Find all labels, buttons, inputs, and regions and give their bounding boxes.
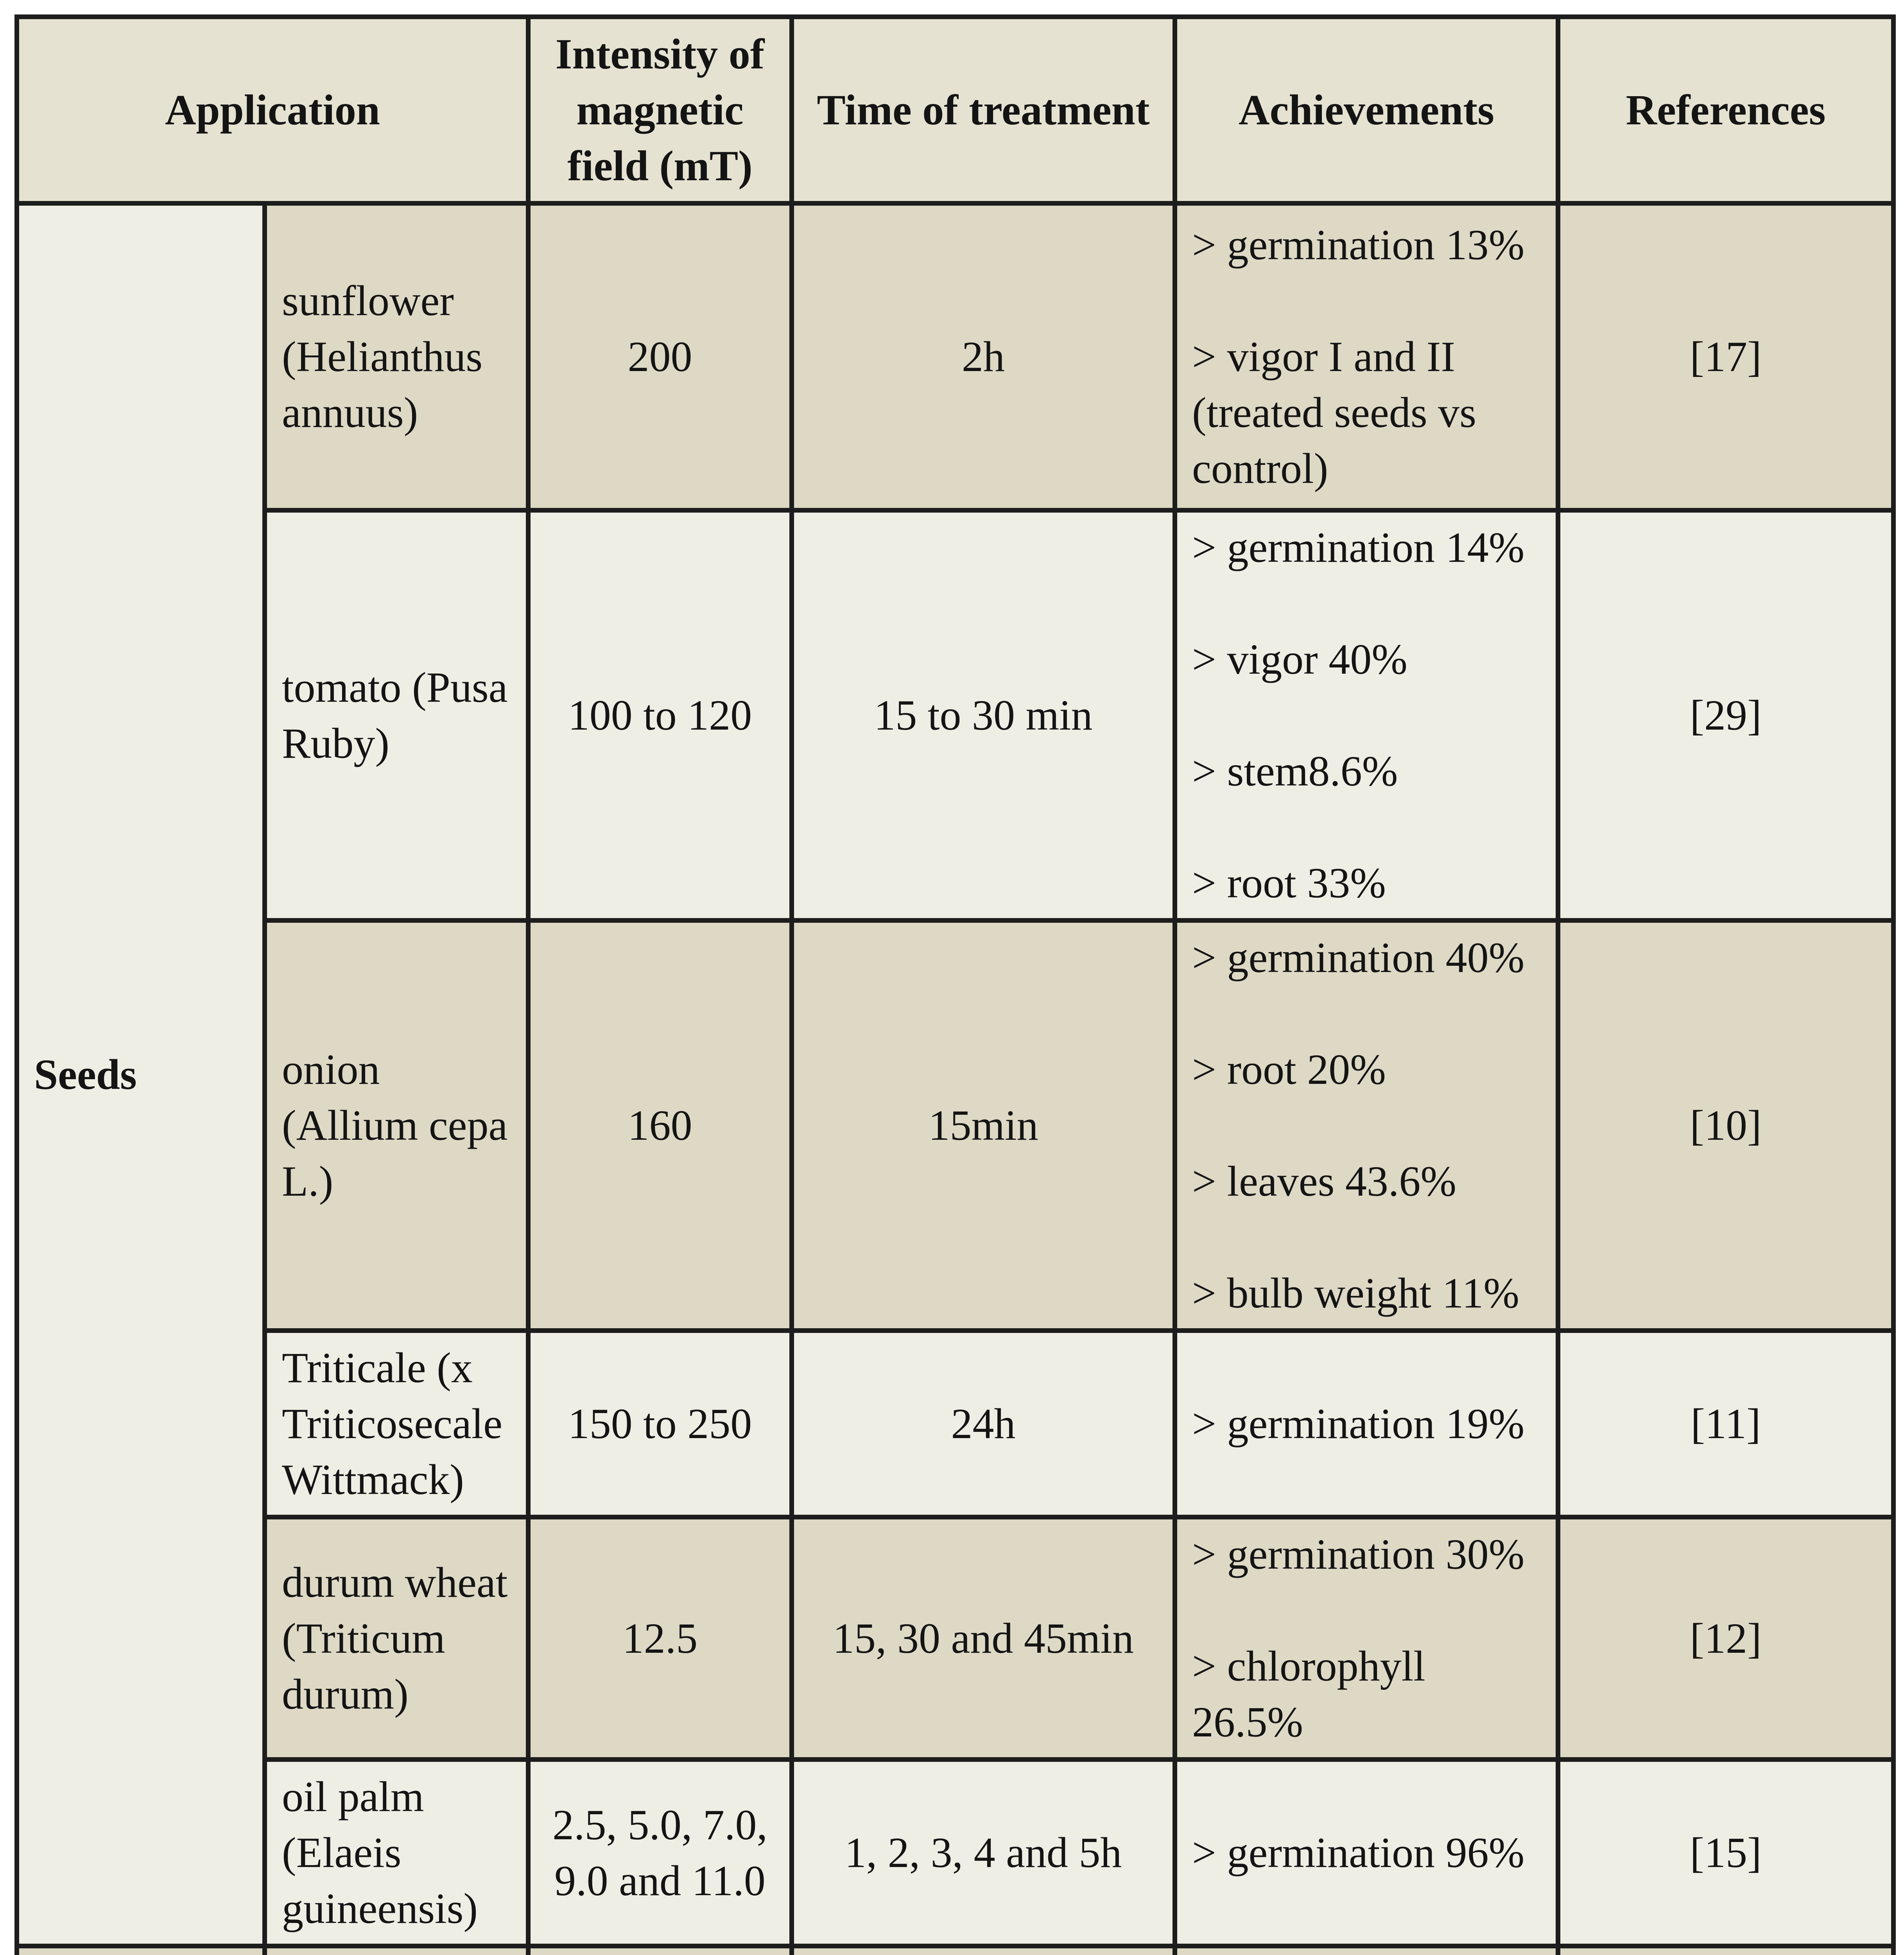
table-row xyxy=(17,1760,1893,1946)
achievements-cell: > germination 19% xyxy=(1175,1331,1558,1517)
header-achievements: Achievements xyxy=(1175,17,1558,203)
reference-cell: [10] xyxy=(1558,920,1893,1331)
table-row xyxy=(17,1517,1893,1760)
reference-cell: [29] xyxy=(1558,510,1893,920)
intensity-cell: 150 to 250 xyxy=(528,1331,792,1517)
achievements-cell: > germination 14% > vigor 40% > stem8.6% > root 33% xyxy=(1175,510,1558,920)
crop-cell xyxy=(265,1946,528,1955)
header-time: Time of treatment xyxy=(792,17,1175,203)
time-cell: 15, 30 and 45min xyxy=(792,1517,1175,1760)
table-row xyxy=(17,203,1893,510)
achievements-cell: > germination 40% > root 20% > leaves 43.6% > bulb weight 11% xyxy=(1175,920,1558,1331)
group-seeds: Seeds xyxy=(17,203,265,1946)
intensity-cell: 12.5 xyxy=(528,1517,792,1760)
crop-cell: durum wheat (Triticum durum) xyxy=(265,1517,528,1760)
time-cell xyxy=(792,1946,1175,1955)
header-row xyxy=(17,17,1893,203)
reference-cell: [17] xyxy=(1558,203,1893,510)
reference-cell: [12] xyxy=(1558,1517,1893,1760)
time-cell: 1, 2, 3, 4 and 5h xyxy=(792,1760,1175,1946)
time-cell: 24h xyxy=(792,1331,1175,1517)
crop-cell: onion (Allium cepa L.) xyxy=(265,920,528,1331)
reference-cell xyxy=(1558,1946,1893,1955)
achievements-cell: > germination 13% > vigor I and II (treated seeds vs control) xyxy=(1175,203,1558,510)
intensity-cell xyxy=(528,1946,792,1955)
crop-cell: tomato (Pusa Ruby) xyxy=(265,510,528,920)
header-references: References xyxy=(1558,17,1893,203)
time-cell: 2h xyxy=(792,203,1175,510)
intensity-cell: 160 xyxy=(528,920,792,1331)
table-row xyxy=(17,1331,1893,1517)
crop-cell: Triticale (x Triticosecale Wittmack) xyxy=(265,1331,528,1517)
reference-cell: [15] xyxy=(1558,1760,1893,1946)
table-row xyxy=(17,510,1893,920)
reference-cell: [11] xyxy=(1558,1331,1893,1517)
magnetic-treatment-table xyxy=(14,14,1896,1955)
header-application: Application xyxy=(17,17,528,203)
time-cell: 15min xyxy=(792,920,1175,1331)
achievements-cell: > germination 30% > chlorophyll 26.5% xyxy=(1175,1517,1558,1760)
time-cell: 15 to 30 min xyxy=(792,510,1175,920)
header-intensity: Intensity of magnetic field (mT) xyxy=(528,17,792,203)
crop-cell: oil palm (Elaeis guineensis) xyxy=(265,1760,528,1946)
intensity-cell: 2.5, 5.0, 7.0, 9.0 and 11.0 xyxy=(528,1760,792,1946)
intensity-cell: 100 to 120 xyxy=(528,510,792,920)
group-plants xyxy=(17,1946,265,1955)
achievements-cell xyxy=(1175,1946,1558,1955)
crop-cell: sunflower (Helianthus annuus) xyxy=(265,203,528,510)
table-wrapper xyxy=(14,14,1896,1955)
intensity-cell: 200 xyxy=(528,203,792,510)
achievements-cell: > germination 96% xyxy=(1175,1760,1558,1946)
table-row xyxy=(17,920,1893,1331)
table-row xyxy=(17,1946,1893,1955)
